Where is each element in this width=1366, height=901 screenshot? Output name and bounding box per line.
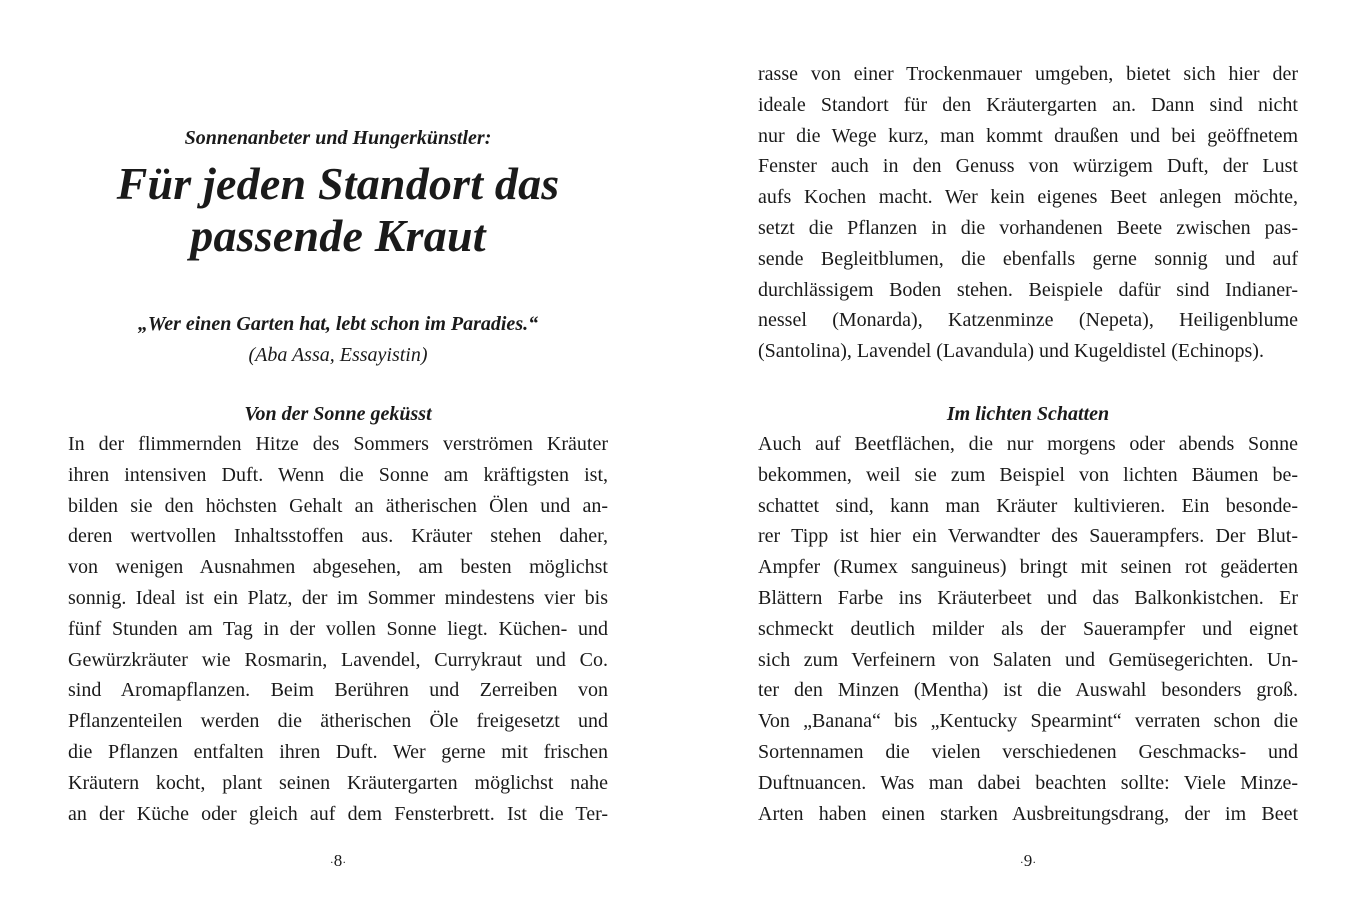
text-line: fünf Stunden am Tag in der vollen Sonne liegt. Küchen- und bbox=[68, 617, 608, 640]
text-line: Duftnuancen. Was man dabei beachten sollte: Viele Minze- bbox=[758, 771, 1298, 794]
text-line: sind Aromapflanzen. Beim Berühren und Zerreiben von bbox=[68, 679, 608, 702]
text-line: bilden sie den höchsten Gehalt an ätherischen Ölen und an- bbox=[68, 494, 608, 517]
chapter-kicker: Sonnenanbeter und Hungerkünstler: bbox=[184, 127, 492, 149]
section-heading: Im lichten Schatten bbox=[946, 403, 1110, 425]
page-number: ·8· bbox=[329, 851, 347, 870]
text-line: sich zum Verfeinern von Salaten und Gemüsegerichten. Un- bbox=[758, 648, 1298, 671]
text-line: Fenster auch in den Genuss von würzigem Duft, der Lust bbox=[758, 155, 1298, 178]
text-line: sonnig. Ideal ist ein Platz, der im Sommer mindestens vier bis bbox=[68, 586, 608, 609]
section-heading: Von der Sonne geküsst bbox=[244, 403, 432, 425]
epigraph-source: (Aba Assa, Essayistin) bbox=[248, 344, 428, 366]
text-line: deren wertvollen Inhaltsstoffen aus. Kräuter stehen daher, bbox=[68, 525, 608, 548]
right-page bbox=[683, 0, 1366, 901]
text-line: In der flimmernden Hitze des Sommers verströmen Kräuter bbox=[68, 433, 608, 455]
epigraph bbox=[68, 309, 608, 371]
text-line: sende Begleitblumen, die ebenfalls gerne sonnig und auf bbox=[758, 247, 1298, 270]
text-line: ideale Standort für den Kräutergarten an. Dann sind nicht bbox=[758, 93, 1298, 116]
chapter-title-line: passende Kraut bbox=[190, 210, 486, 261]
body-paragraph bbox=[68, 429, 608, 829]
text-line: von wenigen Ausnahmen abgesehen, am besten möglichst bbox=[68, 556, 608, 579]
text-line: an der Küche oder gleich auf dem Fensterbrett. Ist die Ter- bbox=[68, 802, 608, 825]
page-number: ·9· bbox=[1019, 851, 1037, 870]
text-line: aufs Kochen macht. Wer kein eigenes Beet anlegen möchte, bbox=[758, 186, 1298, 209]
text-line: Kräutern kocht, plant seinen Kräutergarten möglichst nahe bbox=[68, 771, 608, 794]
text-line: Auch auf Beetflächen, die nur morgens oder abends Sonne bbox=[758, 433, 1298, 455]
chapter-title-line: Für jeden Standort das bbox=[116, 158, 560, 209]
text-line: rasse von einer Trockenmauer umgeben, bietet sich hier der bbox=[758, 63, 1298, 85]
text-line: Gewürzkräuter wie Rosmarin, Lavendel, Currykraut und Co. bbox=[68, 648, 608, 671]
text-line: Pflanzenteilen werden die ätherischen Öle freigesetzt und bbox=[68, 710, 608, 733]
text-line: Ampfer (Rumex sanguineus) bringt mit seinen rot geäderten bbox=[758, 556, 1298, 579]
text-line: schmeckt deutlich milder als der Sauerampfer und eignet bbox=[758, 617, 1298, 640]
text-line: nur die Wege kurz, man kommt draußen und bei geöffnetem bbox=[758, 124, 1298, 147]
body-paragraph bbox=[758, 59, 1298, 367]
text-line: Sortennamen die vielen verschiedenen Geschmacks- und bbox=[758, 740, 1298, 763]
text-line: (Santolina), Lavendel (Lavandula) und Kugeldistel (Echinops). bbox=[758, 340, 1264, 363]
text-line: die Pflanzen entfalten ihren Duft. Wer gerne mit frischen bbox=[68, 740, 608, 763]
epigraph-text: „Wer einen Garten hat, lebt schon im Paradies.“ bbox=[137, 313, 539, 335]
text-line: Blättern Farbe ins Kräuterbeet und das Balkonkistchen. Er bbox=[758, 586, 1298, 609]
text-line: Von „Banana“ bis „Kentucky Spearmint“ verraten schon die bbox=[758, 710, 1298, 733]
body-paragraph bbox=[758, 429, 1298, 829]
text-line: ihren intensiven Duft. Wenn die Sonne am kräftigsten ist, bbox=[68, 463, 608, 486]
chapter-title bbox=[68, 158, 608, 262]
text-line: schattet sind, kann man Kräuter kultivieren. Ein besonde- bbox=[758, 494, 1298, 517]
text-line: ter den Minzen (Mentha) ist die Auswahl besonders groß. bbox=[758, 679, 1298, 702]
page-number-value: 8 bbox=[333, 851, 343, 870]
text-line: setzt die Pflanzen in die vorhandenen Beete zwischen pas- bbox=[758, 216, 1298, 239]
text-line: durchlässigem Boden stehen. Beispiele dafür sind Indianer- bbox=[758, 278, 1298, 301]
text-line: nessel (Monarda), Katzenminze (Nepeta), Heiligenblume bbox=[758, 309, 1298, 332]
text-line: Arten haben einen starken Ausbreitungsdrang, der im Beet bbox=[758, 802, 1298, 825]
page-number-value: 9 bbox=[1023, 851, 1033, 870]
text-line: rer Tipp ist hier ein Verwandter des Sauerampfers. Der Blut- bbox=[758, 525, 1298, 548]
text-line: bekommen, weil sie zum Beispiel von lichten Bäumen be- bbox=[758, 463, 1298, 486]
